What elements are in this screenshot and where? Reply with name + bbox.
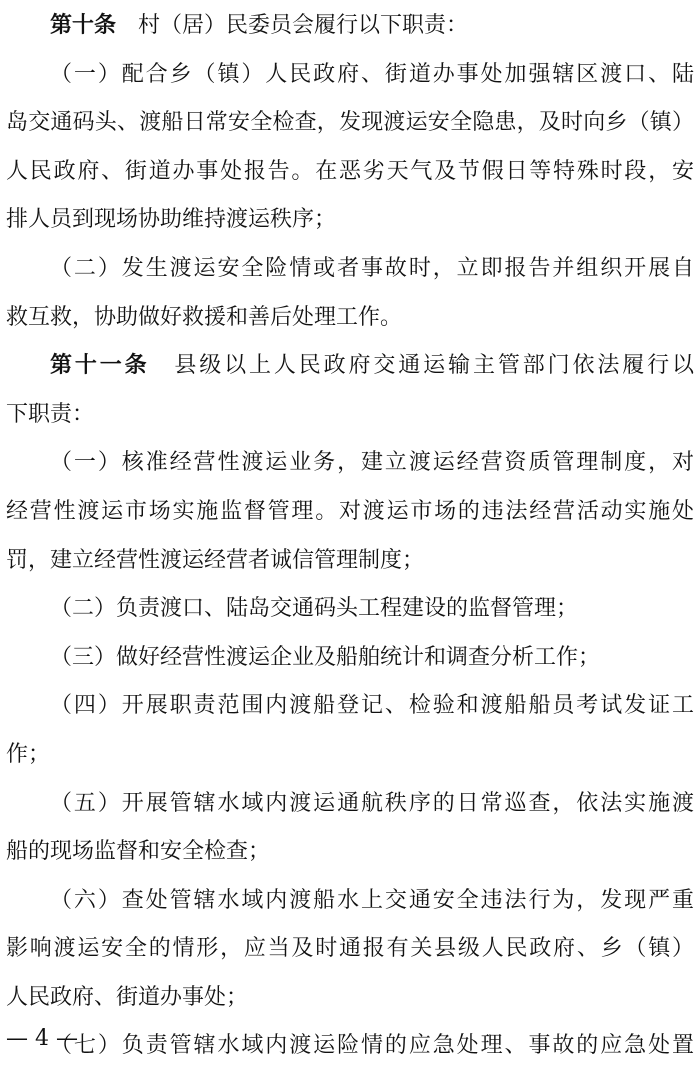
paragraph-line: 作；: [6, 741, 51, 767]
document-body: [6, 2, 694, 1071]
page-number: — 4 —: [6, 1026, 78, 1051]
article-10-heading-line: [6, 2, 694, 51]
paragraph-line: （七）负责管辖水域内渡运险情的应急处理、事故的应急处置: [50, 1033, 694, 1059]
article-11-lead: 县级以上人民政府交通运输主管部门依法履行以: [171, 353, 694, 379]
paragraph-line: 船的现场监督和安全检查；: [6, 839, 271, 865]
paragraph-line: （六）查处管辖水域内渡船水上交通安全违法行为，发现严重: [50, 887, 694, 913]
article-10-title: 第十条: [50, 13, 117, 38]
paragraph-line: （二）发生渡运安全险情或者事故时，立即报告并组织开展自: [50, 255, 694, 281]
paragraph-line: 人民政府、街道办事处；: [6, 984, 249, 1010]
article-11-title: 第十一条: [50, 353, 150, 379]
paragraph-line: 排人员到现场协助维持渡运秩序；: [6, 207, 337, 233]
article-11-heading-line: [6, 342, 694, 391]
paragraph-line: （二）负责渡口、陆岛交通码头工程建设的监督管理；: [50, 596, 579, 622]
paragraph-line: 救互救，协助做好救援和善后处理工作。: [6, 304, 403, 330]
paragraph-line: （一）核准经营性渡运业务，建立渡运经营资质管理制度，对: [50, 450, 694, 476]
paragraph-line: 经营性渡运市场实施监督管理。对渡运市场的违法经营活动实施处: [6, 498, 694, 524]
paragraph-line: （一）配合乡（镇）人民政府、街道办事处加强辖区渡口、陆: [50, 61, 694, 87]
paragraph-line: 罚，建立经营性渡运经营者诚信管理制度；: [6, 547, 425, 573]
paragraph-line: 岛交通码头、渡船日常安全检查，发现渡运安全隐患，及时向乡（镇）: [6, 110, 694, 136]
paragraph-line: （三）做好经营性渡运企业及船舶统计和调查分析工作；: [50, 644, 601, 670]
paragraph-line: 下职责：: [6, 401, 95, 427]
paragraph-line: （四）开展职责范围内渡船登记、检验和渡船船员考试发证工: [50, 693, 694, 719]
paragraph-line: 影响渡运安全的情形，应当及时通报有关县级人民政府、乡（镇）: [6, 936, 694, 962]
paragraph-line: 人民政府、街道办事处报告。在恶劣天气及节假日等特殊时段，安: [6, 158, 694, 184]
paragraph-line: （五）开展管辖水域内渡运通航秩序的日常巡查，依法实施渡: [50, 790, 694, 816]
article-10-lead: 村（居）民委员会履行以下职责：: [138, 13, 469, 38]
